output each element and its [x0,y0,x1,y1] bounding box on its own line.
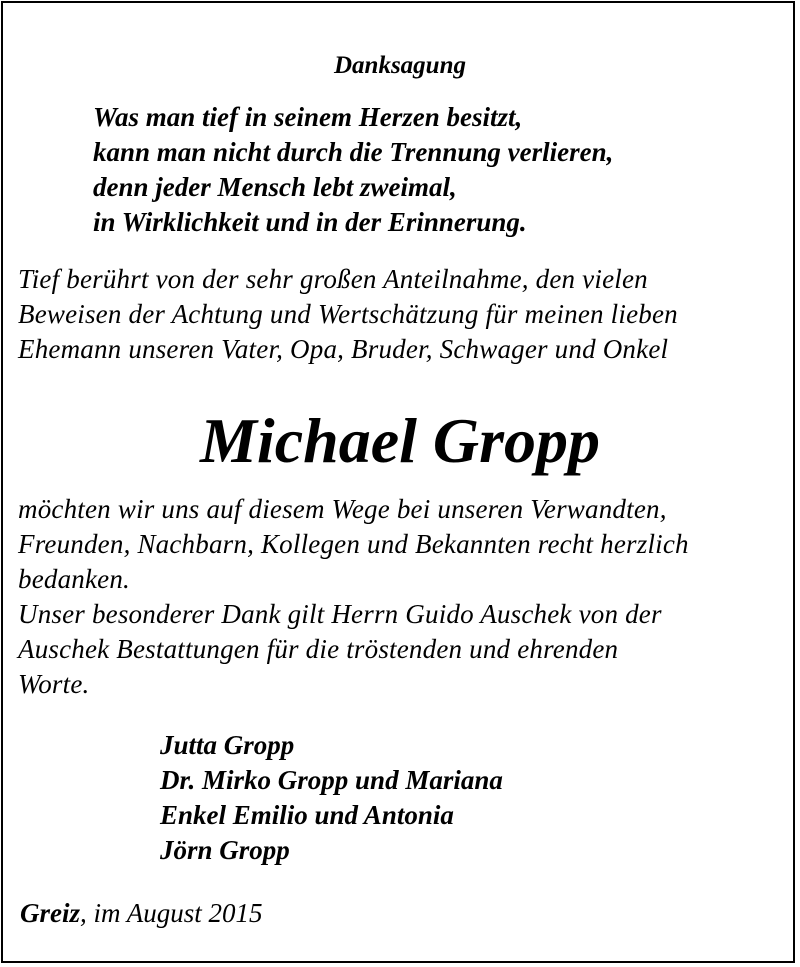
thanks-line: Worte. [18,669,90,699]
signer: Enkel Emilio und Antonia [160,800,454,830]
thanks-line: möchten wir uns auf diesem Wege bei unseren Verwandten, [18,494,667,524]
verse-line: Was man tief in seinem Herzen besitzt, [93,102,523,132]
verse-line: kann man nicht durch die Trennung verlieren, [93,137,614,167]
thanks-line: Freunden, Nachbarn, Kollegen und Bekannten recht herzlich [18,529,689,559]
memorial-verse [93,100,613,240]
deceased-name: Michael Gropp [200,405,600,476]
intro-paragraph [18,262,678,367]
date-text: , im August 2015 [80,898,263,928]
thanks-line: Unser besonderer Dank gilt Herrn Guido Auschek von der [18,599,662,629]
verse-line: in Wirklichkeit und in der Erinnerung. [93,207,527,237]
intro-line: Beweisen der Achtung und Wertschätzung für meinen lieben [18,299,678,329]
notice-heading: Danksagung [334,52,466,79]
thanks-line: bedanken. [18,564,131,594]
verse-line: denn jeder Mensch lebt zweimal, [93,172,457,202]
place-name: Greiz [20,898,80,928]
thanks-line: Auschek Bestattungen für die tröstenden und ehrenden [18,634,619,664]
signer: Jutta Gropp [160,730,295,760]
signer: Dr. Mirko Gropp und Mariana [160,765,503,795]
intro-line: Ehemann unseren Vater, Opa, Bruder, Schwager und Onkel [18,334,669,364]
signers-list [160,728,503,868]
thanks-paragraph [18,492,689,702]
signer: Jörn Gropp [160,835,290,865]
intro-line: Tief berührt von der sehr großen Anteilnahme, den vielen [18,264,648,294]
place-date-line [20,896,263,931]
